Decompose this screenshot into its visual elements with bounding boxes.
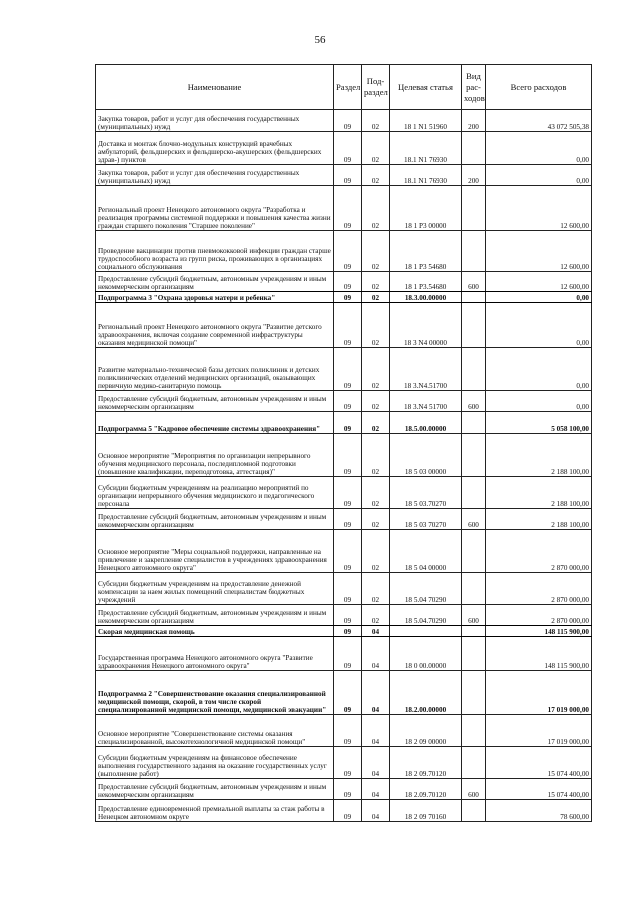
row-section: 09 — [334, 715, 362, 747]
row-type — [462, 637, 486, 671]
row-subsection: 02 — [362, 348, 390, 391]
row-type — [462, 747, 486, 779]
row-article: 18.1 N1 76930 — [390, 165, 462, 186]
row-total: 5 058 100,00 — [486, 412, 592, 434]
row-total: 2 188 100,00 — [486, 509, 592, 530]
row-name: Проведение вакцинации против пневмококковой инфекции граждан старше трудоспособного возраста из групп риска, проживающих в организациях социального обслуживания — [96, 231, 334, 272]
row-total: 2 870 000,00 — [486, 605, 592, 626]
row-section: 09 — [334, 477, 362, 509]
row-article: 18 1 P3.54680 — [390, 272, 462, 292]
row-section: 09 — [334, 434, 362, 477]
row-type: 600 — [462, 605, 486, 626]
row-total: 0,00 — [486, 165, 592, 186]
row-article: 18.3.00.00000 — [390, 292, 462, 303]
row-section: 09 — [334, 165, 362, 186]
table-row — [96, 637, 592, 671]
row-name: Основное мероприятие "Совершенствование системы оказания специализированной, высокотехнологичной медицинской помощи" — [96, 715, 334, 747]
row-article — [390, 626, 462, 637]
row-article: 18 5 03 00000 — [390, 434, 462, 477]
row-subsection: 04 — [362, 637, 390, 671]
row-subsection: 02 — [362, 509, 390, 530]
row-section: 09 — [334, 303, 362, 348]
page-number: 56 — [314, 34, 326, 46]
table-row — [96, 509, 592, 530]
row-article: 18.1 N1 76930 — [390, 132, 462, 165]
row-section: 09 — [334, 292, 362, 303]
row-subsection: 04 — [362, 671, 390, 715]
row-total: 0,00 — [486, 348, 592, 391]
row-section: 09 — [334, 573, 362, 605]
row-type — [462, 292, 486, 303]
row-name: Государственная программа Ненецкого автономного округа "Развитие здравоохранения Ненецкого автономного округа" — [96, 637, 334, 671]
row-subsection: 02 — [362, 530, 390, 573]
row-subsection: 02 — [362, 110, 390, 132]
row-article: 18 1 P3 54680 — [390, 231, 462, 272]
row-subsection: 02 — [362, 186, 390, 231]
row-name: Скорая медицинская помощь — [96, 626, 334, 637]
header-type: Вид рас-ходов — [462, 65, 486, 110]
row-type — [462, 412, 486, 434]
table-row — [96, 573, 592, 605]
row-name: Субсидии бюджетным учреждениям на реализацию мероприятий по организации непрерывного обучения медицинского и педагогического персонала — [96, 477, 334, 509]
row-article: 18 1 P3 00000 — [390, 186, 462, 231]
row-name: Региональный проект Ненецкого автономного округа "Развитие детского здравоохранения, включая создание современной инфраструктуры оказания медицинской помощи" — [96, 303, 334, 348]
row-total: 12 600,00 — [486, 231, 592, 272]
table-row — [96, 110, 592, 132]
row-name: Доставка и монтаж блочно-модульных конструкций врачебных амбулаторий, фельдшерских и фельдшерско-акушерских (фельдшерских здрав-) пунктов — [96, 132, 334, 165]
row-type — [462, 231, 486, 272]
row-type — [462, 303, 486, 348]
row-article: 18 3.N4 51700 — [390, 391, 462, 412]
table-row — [96, 434, 592, 477]
row-type — [462, 800, 486, 822]
row-article: 18 5 04 00000 — [390, 530, 462, 573]
row-section: 09 — [334, 671, 362, 715]
row-total: 17 019 000,00 — [486, 715, 592, 747]
row-type — [462, 348, 486, 391]
row-type — [462, 671, 486, 715]
row-article: 18 0 00.00000 — [390, 637, 462, 671]
header-article: Целевая статья — [390, 65, 462, 110]
row-section: 09 — [334, 800, 362, 822]
row-article: 18 3 N4 00000 — [390, 303, 462, 348]
row-subsection: 04 — [362, 626, 390, 637]
table-row — [96, 779, 592, 800]
table-row — [96, 186, 592, 231]
row-total: 0,00 — [486, 303, 592, 348]
row-type — [462, 477, 486, 509]
row-article: 18 5 03 70270 — [390, 509, 462, 530]
row-article: 18 2 09 00000 — [390, 715, 462, 747]
row-subsection: 02 — [362, 434, 390, 477]
row-article: 18.5.00.00000 — [390, 412, 462, 434]
header-name: Наименование — [96, 65, 334, 110]
header-total: Всего расходов — [486, 65, 592, 110]
row-total: 2 188 100,00 — [486, 434, 592, 477]
row-total: 2 188 100,00 — [486, 477, 592, 509]
row-subsection: 02 — [362, 292, 390, 303]
row-type: 200 — [462, 110, 486, 132]
table-row — [96, 477, 592, 509]
row-name: Предоставление субсидий бюджетным, автономным учреждениям и иным некоммерческим организациям — [96, 605, 334, 626]
row-section: 09 — [334, 412, 362, 434]
row-section: 09 — [334, 779, 362, 800]
row-subsection: 02 — [362, 391, 390, 412]
row-total: 78 600,00 — [486, 800, 592, 822]
row-type — [462, 573, 486, 605]
row-subsection: 02 — [362, 412, 390, 434]
row-name: Закупка товаров, работ и услуг для обеспечения государственных (муниципальных) нужд — [96, 165, 334, 186]
row-total: 0,00 — [486, 292, 592, 303]
row-type — [462, 530, 486, 573]
row-section: 09 — [334, 391, 362, 412]
row-type: 600 — [462, 779, 486, 800]
row-subsection: 04 — [362, 715, 390, 747]
row-name: Основное мероприятие "Меры социальной поддержки, направленные на привлечение и закрепление специалистов в учреждениях здравоохранения Ненецкого автономного округа" — [96, 530, 334, 573]
row-article: 18 1 N1 51960 — [390, 110, 462, 132]
row-type — [462, 186, 486, 231]
row-subsection: 02 — [362, 231, 390, 272]
row-name: Закупка товаров, работ и услуг для обеспечения государственных (муниципальных) нужд — [96, 110, 334, 132]
row-total: 12 600,00 — [486, 272, 592, 292]
row-subsection: 02 — [362, 477, 390, 509]
row-subsection: 02 — [362, 573, 390, 605]
table-row — [96, 132, 592, 165]
row-section: 09 — [334, 272, 362, 292]
row-section: 09 — [334, 626, 362, 637]
table-row — [96, 605, 592, 626]
row-article: 18 3.N4.51700 — [390, 348, 462, 391]
row-article: 18.2.00.00000 — [390, 671, 462, 715]
row-type — [462, 626, 486, 637]
row-name: Предоставление субсидий бюджетным, автономным учреждениям и иным некоммерческим организациям — [96, 391, 334, 412]
row-name: Развитие материально-технической базы детских поликлиник и детских поликлинических отделений медицинских организаций, оказывающих первичную медико-санитарную помощь — [96, 348, 334, 391]
row-type — [462, 434, 486, 477]
table-row — [96, 272, 592, 292]
row-total: 2 870 000,00 — [486, 530, 592, 573]
table-row — [96, 530, 592, 573]
budget-table — [95, 64, 592, 822]
row-subsection: 04 — [362, 779, 390, 800]
row-total: 17 019 000,00 — [486, 671, 592, 715]
row-name: Предоставление единовременной премиальной выплаты за стаж работы в Ненецком автономном округе — [96, 800, 334, 822]
row-subsection: 04 — [362, 747, 390, 779]
row-subsection: 02 — [362, 165, 390, 186]
row-type: 600 — [462, 272, 486, 292]
row-name: Подпрограмма 2 "Совершенствование оказания специализированной медицинской помощи, скорой, в том числе скорой специализированной медицинской помощи, медицинской эвакуации" — [96, 671, 334, 715]
row-subsection: 04 — [362, 800, 390, 822]
row-type — [462, 132, 486, 165]
table-row — [96, 165, 592, 186]
table-row — [96, 800, 592, 822]
table-row — [96, 747, 592, 779]
row-section: 09 — [334, 231, 362, 272]
row-name: Субсидии бюджетным учреждениям на финансовое обеспечение выполнения государственного задания на оказание государственных услуг (выполнение работ) — [96, 747, 334, 779]
header-section: Раздел — [334, 65, 362, 110]
table-row — [96, 412, 592, 434]
table-header-row — [96, 65, 592, 110]
row-name: Субсидии бюджетным учреждениям на предоставление денежной компенсации за наем жилых помещений специалистам бюджетных учреждений — [96, 573, 334, 605]
row-article: 18 2 09.70120 — [390, 747, 462, 779]
table-row — [96, 391, 592, 412]
row-section: 09 — [334, 132, 362, 165]
row-section: 09 — [334, 110, 362, 132]
row-total: 43 072 505,38 — [486, 110, 592, 132]
row-total: 15 074 400,00 — [486, 779, 592, 800]
row-article: 18 2.09.70120 — [390, 779, 462, 800]
row-subsection: 02 — [362, 303, 390, 348]
row-article: 18 5.04 70290 — [390, 573, 462, 605]
table-row — [96, 231, 592, 272]
row-section: 09 — [334, 348, 362, 391]
row-subsection: 02 — [362, 132, 390, 165]
row-subsection: 02 — [362, 605, 390, 626]
row-total: 0,00 — [486, 132, 592, 165]
table-row — [96, 303, 592, 348]
row-subsection: 02 — [362, 272, 390, 292]
table-row — [96, 671, 592, 715]
row-total: 148 115 900,00 — [486, 637, 592, 671]
row-section: 09 — [334, 530, 362, 573]
table-row — [96, 292, 592, 303]
row-total: 0,00 — [486, 391, 592, 412]
row-article: 18 5 03.70270 — [390, 477, 462, 509]
table-row — [96, 715, 592, 747]
table-row — [96, 626, 592, 637]
row-name: Предоставление субсидий бюджетным, автономным учреждениям и иным некоммерческим организациям — [96, 509, 334, 530]
row-type: 200 — [462, 165, 486, 186]
row-name: Подпрограмма 5 "Кадровое обеспечение системы здравоохранения" — [96, 412, 334, 434]
row-type — [462, 715, 486, 747]
row-total: 12 600,00 — [486, 186, 592, 231]
row-total: 2 870 000,00 — [486, 573, 592, 605]
row-section: 09 — [334, 637, 362, 671]
row-total: 15 074 400,00 — [486, 747, 592, 779]
header-subsection: Под-раздел — [362, 65, 390, 110]
row-name: Подпрограмма 3 "Охрана здоровья матери и ребенка" — [96, 292, 334, 303]
row-section: 09 — [334, 747, 362, 779]
row-name: Предоставление субсидий бюджетным, автономным учреждениям и иным некоммерческим организациям — [96, 779, 334, 800]
row-section: 09 — [334, 509, 362, 530]
row-total: 148 115 900,00 — [486, 626, 592, 637]
row-section: 09 — [334, 605, 362, 626]
row-article: 18 2 09 70160 — [390, 800, 462, 822]
row-type: 600 — [462, 391, 486, 412]
row-section: 09 — [334, 186, 362, 231]
table-row — [96, 348, 592, 391]
row-name: Основное мероприятие "Мероприятия по организации непрерывного обучения медицинского персонала, последипломной подготовки (повышение квалификации, переподготовка, аттестация)" — [96, 434, 334, 477]
row-type: 600 — [462, 509, 486, 530]
row-article: 18 5.04.70290 — [390, 605, 462, 626]
row-name: Региональный проект Ненецкого автономного округа "Разработка и реализация программы системной поддержки и повышения качества жизни граждан старшего поколения "Старшее поколение" — [96, 186, 334, 231]
row-name: Предоставление субсидий бюджетным, автономным учреждениям и иным некоммерческим организациям — [96, 272, 334, 292]
